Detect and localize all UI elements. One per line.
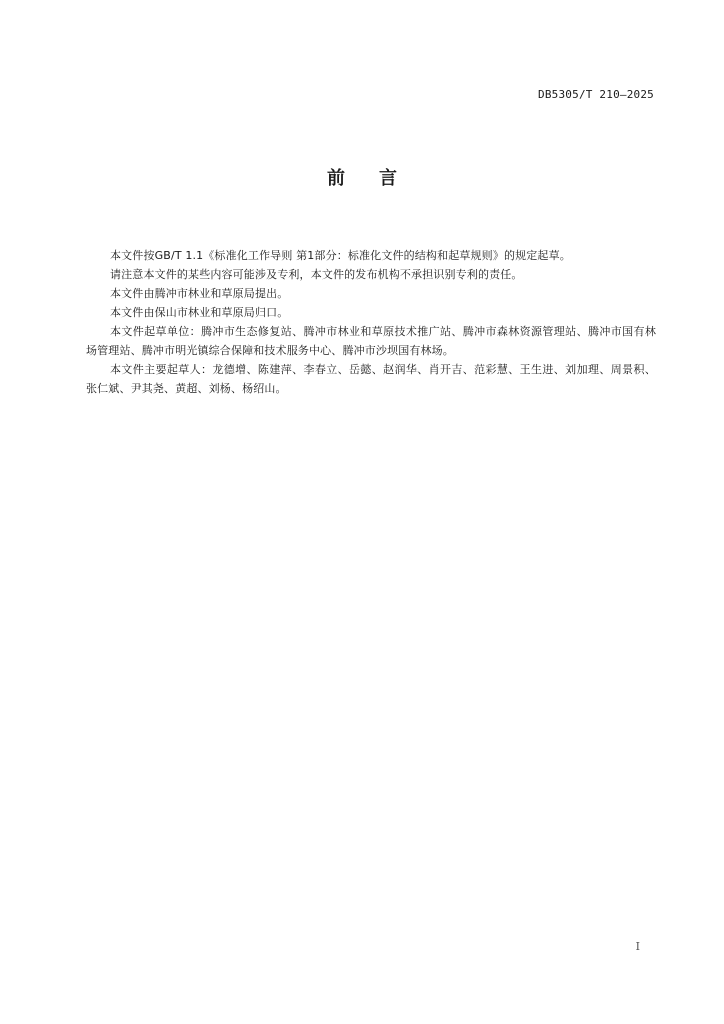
document-code: DB5305/T 210—2025 (538, 88, 654, 101)
paragraph-proposer: 本文件由腾冲市林业和草原局提出。 (110, 287, 289, 300)
page-number: I (635, 940, 640, 953)
title-char-1: 前 (327, 168, 345, 189)
title-char-2: 言 (379, 168, 397, 189)
paragraph-centralizer: 本文件由保山市林业和草原局归口。 (110, 306, 289, 319)
paragraph-drafters: 本文件主要起草人：龙德增、陈建萍、李春立、岳懿、赵润华、肖开吉、范彩慧、王生进、刘加理、周景积、张仁斌、尹其尧、黄超、刘杨、杨绍山。 (86, 363, 656, 395)
section-title (0, 164, 724, 190)
paragraph-drafting-units: 本文件起草单位：腾冲市生态修复站、腾冲市林业和草原技术推广站、腾冲市森林资源管理站、腾冲市国有林场管理站、腾冲市明光镇综合保障和技术服务中心、腾冲市沙坝国有林场。 (86, 325, 656, 357)
paragraph-drafting-rule: 本文件按GB/T 1.1《标准化工作导则 第1部分：标准化文件的结构和起草规则》的规定起草。 (110, 249, 571, 262)
paragraph-patent-notice: 请注意本文件的某些内容可能涉及专利，本文件的发布机构不承担识别专利的责任。 (110, 268, 523, 281)
foreword-body (86, 246, 656, 398)
